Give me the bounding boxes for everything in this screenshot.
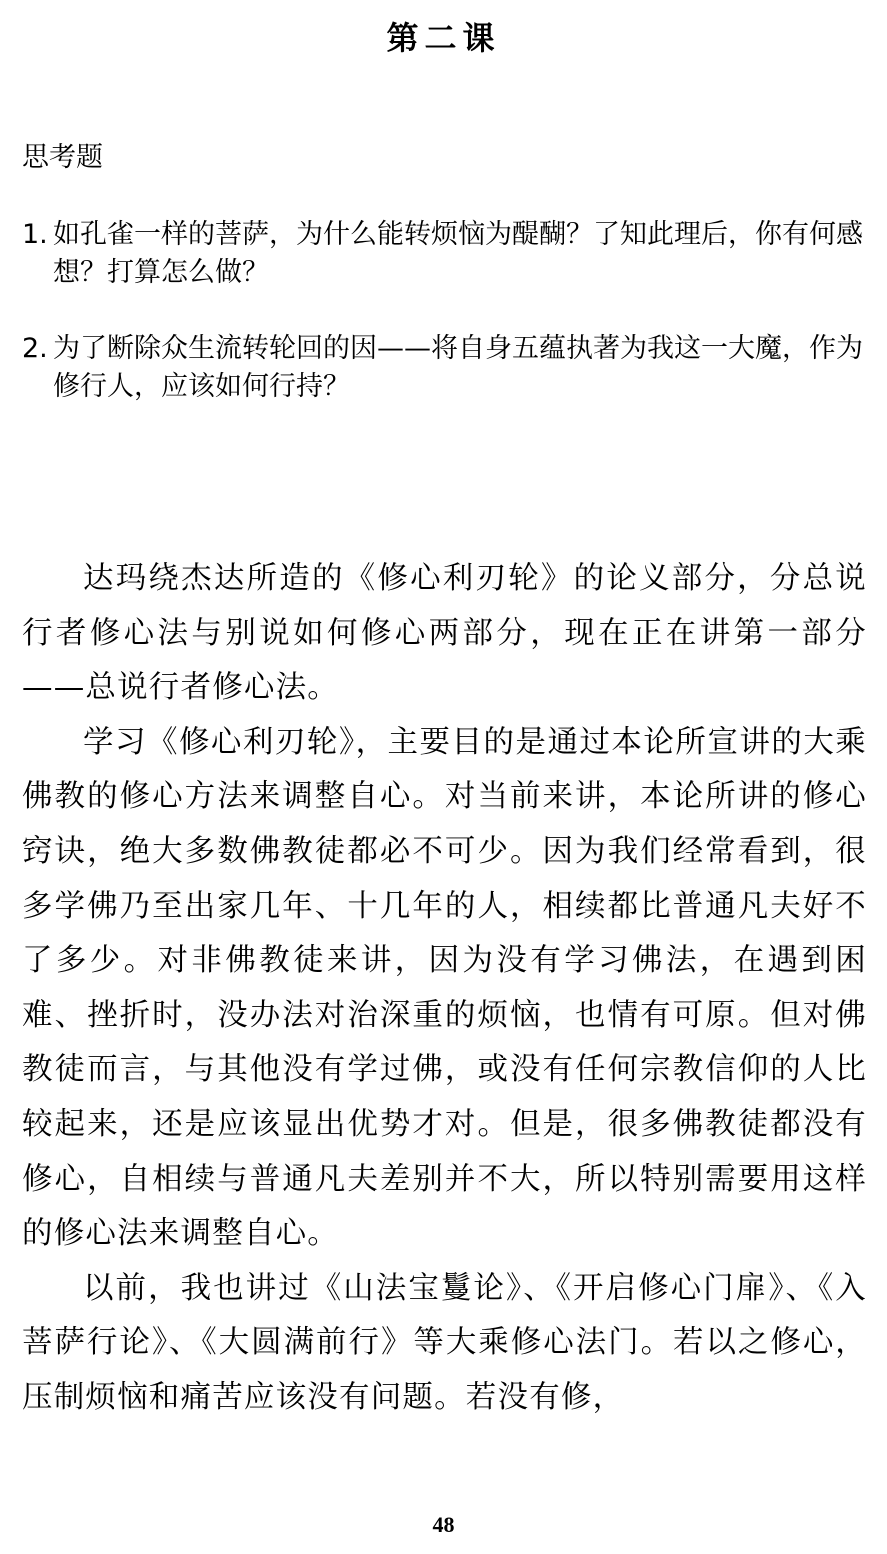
paragraph-2: 学习《修心利刃轮》，主要目的是通过本论所宣讲的大乘佛教的修心方法来调整自心。对当前来讲，本论所讲的修心窍诀，绝大多数佛教徒都必不可少。因为我们经常看到，很多学佛乃至出家几年、十几年的人，相续都比普通凡夫好不了多少。对非佛教徒来讲，因为没有学习佛法，在遇到困难、挫折时，没办法对治深重的烦恼，也情有可原。但对佛教徒而言，与其他没有学过佛，或没有任何宗教信仰的人比较起来，还是应该显出优势才对。但是，很多佛教徒都没有修心，自相续与普通凡夫差别并不大，所以特别需要用这样的修心法来调整自心。: [22, 724, 867, 1252]
question-number: 2.: [22, 333, 48, 364]
lesson-title: 第二课: [386, 19, 501, 57]
question-number: 1.: [22, 219, 48, 250]
body-text: [22, 552, 867, 1426]
question-2: [22, 330, 872, 406]
questions-heading: 思考题: [22, 142, 103, 173]
paragraph-3: 以前，我也讲过《山法宝鬘论》、《开启修心门扉》、《入菩萨行论》、《大圆满前行》等大乘修心法门。若以之修心，压制烦恼和痛苦应该没有问题。若没有修，: [22, 1270, 867, 1415]
question-text: 如孔雀一样的菩萨，为什么能转烦恼为醍醐？了知此理后，你有何感想？打算怎么做？: [53, 219, 863, 288]
page-number: 48: [432, 1512, 455, 1537]
paragraph-1: 达玛绕杰达所造的《修心利刃轮》的论义部分，分总说行者修心法与别说如何修心两部分，现在正在讲第一部分——总说行者修心法。: [22, 561, 867, 706]
question-1: [22, 216, 872, 292]
question-text: 为了断除众生流转轮回的因——将自身五蕴执著为我这一大魔，作为修行人，应该如何行持？: [53, 333, 863, 402]
